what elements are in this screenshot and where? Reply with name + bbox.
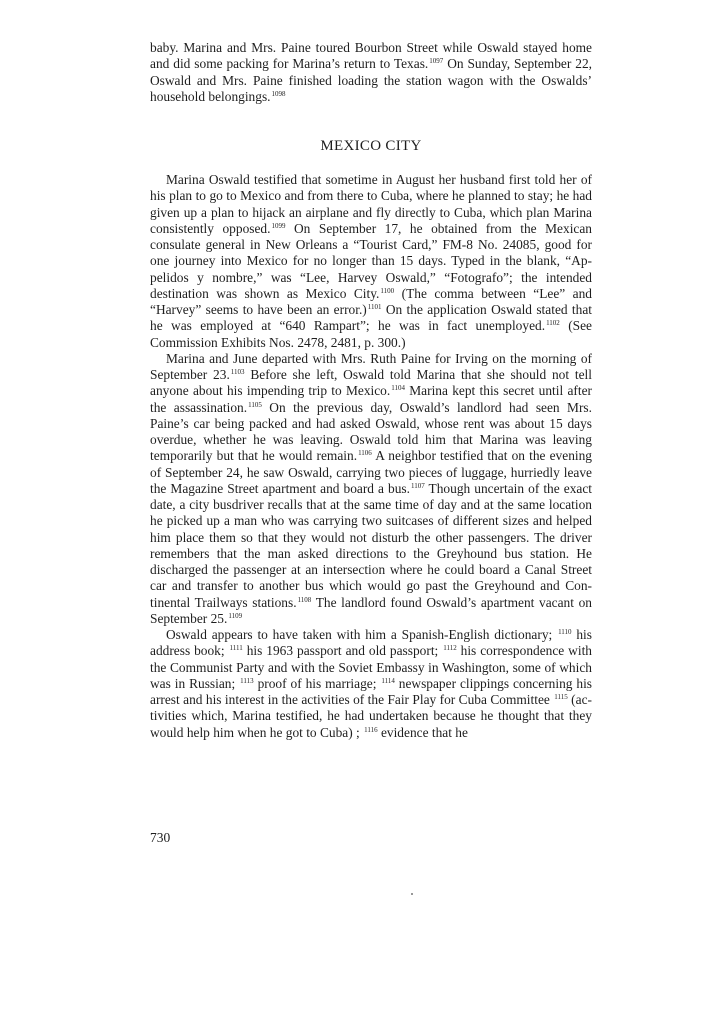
footnote-ref: 1111 [229,644,243,653]
paragraph [150,172,592,351]
footnote-ref: 1112 [443,644,457,653]
page-body [150,40,592,741]
footnote-ref: 1109 [228,611,243,620]
text-run: baby. Marina and Mrs. Paine toured Bourbon Street while Oswald stayed home and did some packing for Marina’s return to Texas. [150,40,592,72]
page-number: 730 [150,830,171,845]
section-heading: MEXICO CITY [320,138,422,154]
text-run: On Sunday, September 22, Oswald and Mrs. Paine finished loading the station wagon with the Oswalds’ household belongings. [150,56,592,104]
footnote-ref: 1104 [391,384,405,393]
text-run: On the previous day, Oswald’s landlord had seen Mrs. Paine’s car being packed and had asked Oswald, whose rent was about 15 days overdue, whether he was leaving. Oswald told him that Marina was leaving temporarily but that he would remain. [150,399,592,464]
scan-speck [411,893,413,895]
footnote-ref: 1098 [271,89,286,98]
footnote-ref: 1113 [240,676,254,685]
footnote-ref: 1108 [297,595,312,604]
footnote-ref: 1103 [230,368,245,376]
footnote-ref: 1105 [248,400,262,409]
footnote-ref: 1099 [271,221,286,230]
text-run: Before she left, Oswald told Marina that she should not tell anyone about his impending trip to Mexico. [150,367,592,399]
paragraph [150,627,592,741]
text-run: A neighbor testified that on the evening of September 24, he saw Oswald, carrying two pieces of luggage, hurriedly leave the Magazine Street apartment and board a bus. [150,448,593,496]
continued-paragraph [150,40,592,105]
footnote-ref: 1116 [364,725,378,734]
footnote-ref: 1107 [411,481,425,490]
footnote-ref: 1097 [429,57,444,66]
text-run: Though uncertain of the exact date, a city busdriver recalls that at the same time of day and at the same location he picked up a man who was carrying two suitcases of different sizes and helped him place them so that they would not disturb the other passengers. The driver remembers that the man asked directions to the Greyhound bus station. He discharged the passenger at an intersection where he could board a Canal Street car and transfer to another bus which would go past the Greyhound and Continental Trailways stations. [150,480,592,610]
text-run: Marina and June departed with Mrs. Ruth Paine for Irving on the morning of September 23. [150,350,592,382]
footnote-ref: 1106 [358,449,372,458]
text-run: his address book; [150,627,592,659]
paragraph [150,351,592,627]
text-run: On the application Oswald stated that he was employed at “640 Rampart”; he was in fact unemployed. [150,302,592,334]
footnote-ref: 1101 [367,303,382,311]
footnote-ref: 1100 [380,286,395,295]
text-run: (The comma between “Lee” and “Harvey” seems to have been an error.) [150,285,592,317]
text-run: Oswald appears to have taken with him a Spanish-English dictionary; [166,627,558,642]
text-run: On September 17, he obtained from the Mexican consulate general in New Orleans a “Tourist Card,” FM-8 No. 24085, good for one journey into Mexico for no longer than 15 days. Typed in the blank, “Appelidos y nombre,” was “Lee, Harvey Oswald,” “Fotografo”; the intended destination was shown as Mexico City. [150,220,592,301]
section-body [150,172,592,741]
footnote-ref: 1114 [381,676,395,685]
text-run: his correspondence with the Communist Party and with the Soviet Embassy in Washington, some of which was in Russian; [150,643,592,691]
footnote-ref: 1110 [558,628,572,636]
footnote-ref: 1102 [546,319,560,328]
text-run: Marina kept this secret until after the assassination. [150,383,592,415]
text-run: proof of his marriage; [253,675,381,691]
text-run: his 1963 passport and old passport; [242,643,443,659]
text-run: evidence that he [377,724,468,740]
text-run: (activities which, Marina testified, he had undertaken because he thought that they would help him when he got to Cuba) ; [150,692,592,740]
text-run: (See Commission Exhibits Nos. 2478, 2481, p. 300.) [150,318,592,350]
text-run: newspaper clippings concerning his arrest and his interest in the activities of the Fair Play for Cuba Committee [150,675,593,707]
text-run: Marina Oswald testified that sometime in August her husband first told her of his plan to go to Mexico and from there to Cuba, where he planned to stay; he had given up a plan to hijack an airplane and fly directly to Cuba, which plan Marina consistently opposed. [150,172,592,236]
footnote-ref: 1115 [554,693,568,701]
text-run: The landlord found Oswald’s apartment vacant on September 25. [150,594,592,626]
